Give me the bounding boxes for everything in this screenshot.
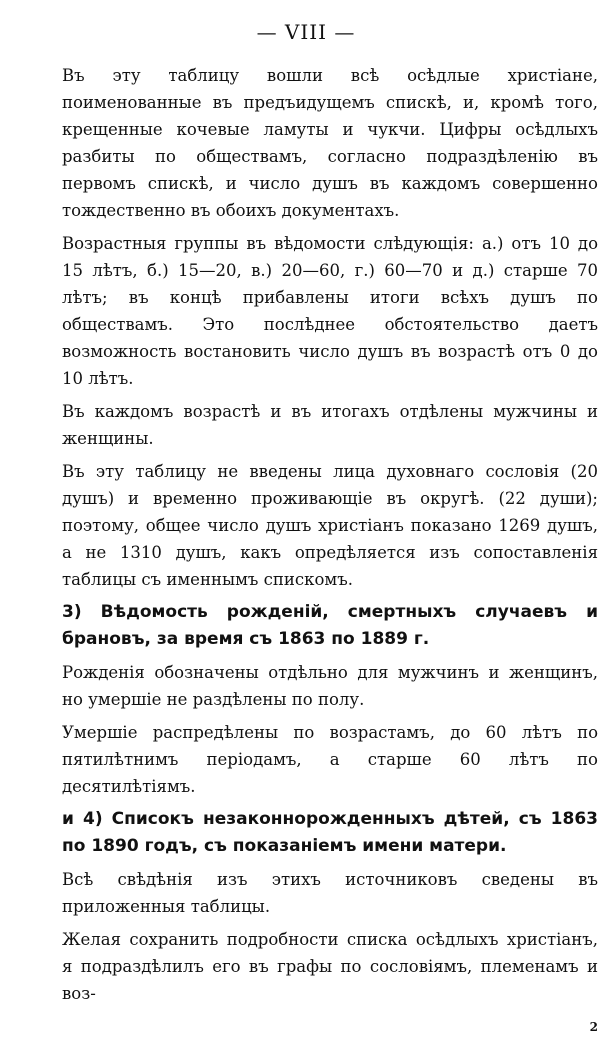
paragraph-2: Возрастныя группы въ вѣдомости слѣдующія: а.) отъ 10 до 15 лѣтъ, б.) 15—20, в.) 20—60, г.) 60—70 и д.) старше 70 лѣтъ; въ концѣ прибавлены итоги всѣхъ душъ по обществамъ. Это послѣднее обстоятельство даетъ возможность востановить число душъ въ возрастѣ отъ 0 до 10 лѣтъ. <box>62 234 598 388</box>
body-text <box>62 62 598 1013</box>
paragraph-4: Въ эту таблицу не введены лица духовнаго сословія (20 душъ) и временно проживающіе въ округѣ. (22 души); поэтому, общее число душъ христіанъ показано 1269 душъ, а не 1310 душъ, какъ опредѣляется изъ сопоставленія таблицы съ именнымъ спискомъ. <box>62 462 598 589</box>
paragraph-3: Въ каждомъ возрастѣ и въ итогахъ отдѣлены мужчины и женщины. <box>62 402 598 448</box>
paragraph-6: Умершіе распредѣлены по возрастамъ, до 60 лѣтъ по пятилѣтнимъ періодамъ, а старше 60 лѣтъ по десятилѣтіямъ. <box>62 723 598 796</box>
paragraph-8: Желая сохранить подробности списка осѣдлыхъ христіанъ, я подраздѣлилъ его въ графы по сословіямъ, племенамъ и воз- <box>62 930 598 1003</box>
page-number: 2 <box>589 1020 598 1034</box>
section-heading-3: 3) Вѣдомость рожденій, смертныхъ случаевъ и брановъ, за время съ 1863 по 1889 г. <box>62 602 598 649</box>
page-header: — VIII — <box>256 20 356 44</box>
paragraph-5: Рожденія обозначены отдѣльно для мужчинъ и женщинъ, но умершіе не раздѣлены по полу. <box>62 663 598 709</box>
paragraph-7: Всѣ свѣдѣнія изъ этихъ источниковъ сведены въ приложенныя таблицы. <box>62 870 598 916</box>
paragraph-1: Въ эту таблицу вошли всѣ осѣдлые христіане, поименованные въ предъидущемъ спискѣ, и, кромѣ того, крещенные кочевые ламуты и чукчи. Цифры осѣдлыхъ разбиты по обществамъ, согласно подраздѣленію въ первомъ спискѣ, и число душъ въ каждомъ совершенно тождественно въ обоихъ документахъ. <box>62 66 598 220</box>
section-heading-4: и 4) Списокъ незаконнорожденныхъ дѣтей, съ 1863 по 1890 годъ, съ показаніемъ имени матери. <box>62 809 598 856</box>
